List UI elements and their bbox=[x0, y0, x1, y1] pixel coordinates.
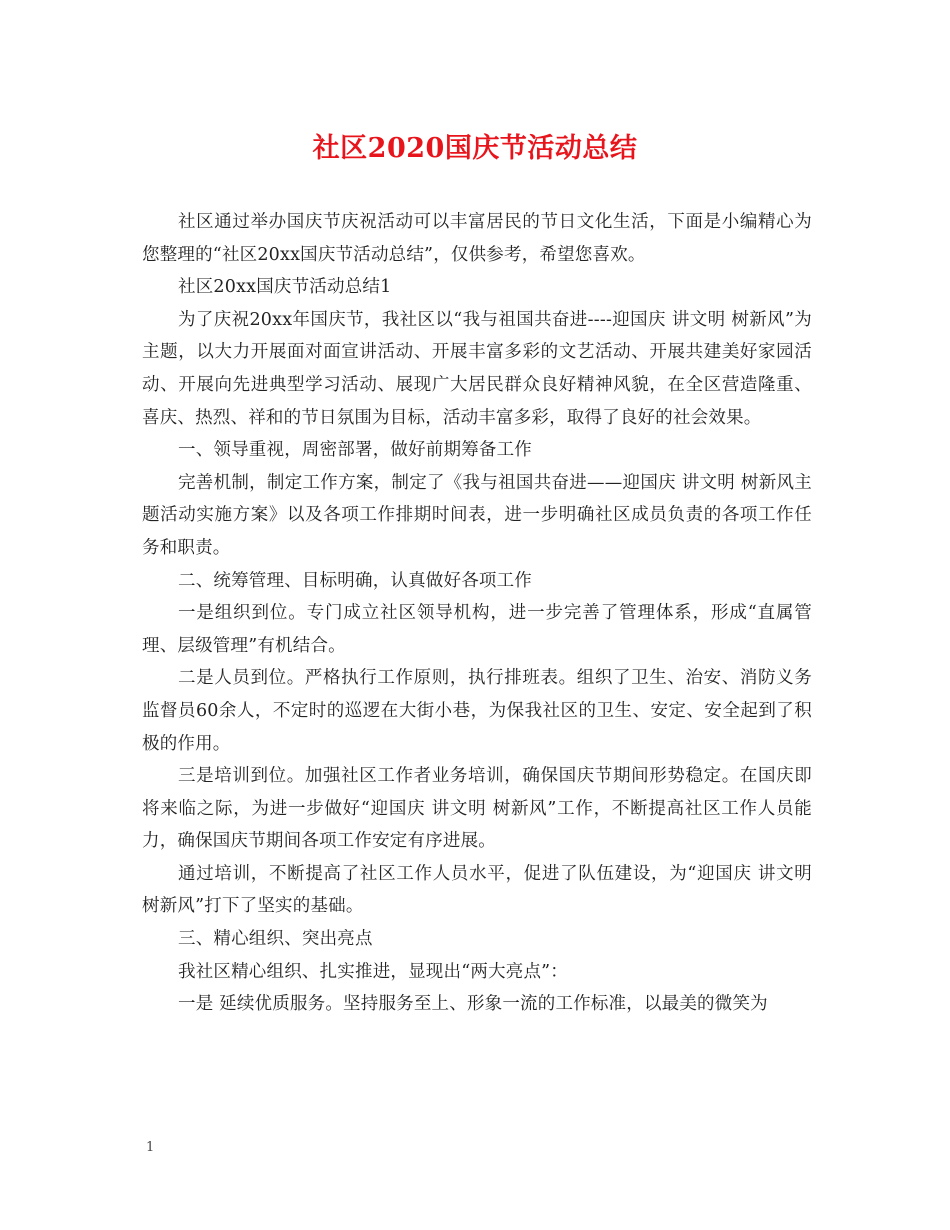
body-paragraph: 完善机制，制定工作方案，制定了《我与祖国共奋进——迎国庆 讲文明 树新风主题活动实施方案》以及各项工作排期时间表，进一步明确社区成员负责的各项工作任务和职责。 bbox=[142, 472, 812, 558]
body-paragraph: 我社区精心组织、扎实推进，显现出“两大亮点”： bbox=[178, 961, 568, 982]
body-paragraph: 三是培训到位。加强社区工作者业务培训，确保国庆节期间形势稳定。在国庆即将来临之际，为进一步做好“迎国庆 讲文明 树新风”工作，不断提高社区工作人员能力，确保国庆节期间各项工作安定有序进展。 bbox=[142, 766, 812, 852]
section-heading: 二、统筹管理、目标明确，认真做好各项工作 bbox=[178, 570, 532, 591]
section-heading: 一、领导重视，周密部署，做好前期筹备工作 bbox=[178, 440, 532, 461]
document-title: 社区2020国庆节活动总结 bbox=[312, 133, 638, 164]
section-heading: 三、精心组织、突出亮点 bbox=[178, 929, 373, 950]
body-paragraph: 二是人员到位。严格执行工作原则，执行排班表。组织了卫生、治安、消防义务监督员60余人，不定时的巡逻在大街小巷，为保我社区的卫生、安定、安全起到了积极的作用。 bbox=[142, 668, 812, 754]
section-heading: 社区20xx国庆节活动总结1 bbox=[178, 277, 392, 298]
intro-paragraph: 社区通过举办国庆节庆祝活动可以丰富居民的节日文化生活，下面是小编精心为您整理的“社区20xx国庆节活动总结”，仅供参考，希望您喜欢。 bbox=[142, 212, 812, 265]
page-number: 1 bbox=[146, 1140, 155, 1155]
body-paragraph: 通过培训，不断提高了社区工作人员水平，促进了队伍建设，为“迎国庆 讲文明 树新风”打下了坚实的基础。 bbox=[142, 863, 812, 917]
body-paragraph: 为了庆祝20xx年国庆节，我社区以“我与祖国共奋进----迎国庆 讲文明 树新风”为主题，以大力开展面对面宣讲活动、开展丰富多彩的文艺活动、开展共建美好家园活动、开展向先进典型学习活动、展现广大居民群众良好精神风貌，在全区营造隆重、喜庆、热烈、祥和的节日氛围为目标，活动丰富多彩，取得了良好的社会效果。 bbox=[142, 309, 812, 428]
document-body bbox=[142, 206, 812, 1021]
body-paragraph: 一是 延续优质服务。坚持服务至上、形象一流的工作标准，以最美的微笑为 bbox=[178, 994, 768, 1015]
body-paragraph: 一是组织到位。专门成立社区领导机构，进一步完善了管理体系，形成“直属管理、层级管理”有机结合。 bbox=[142, 603, 812, 656]
